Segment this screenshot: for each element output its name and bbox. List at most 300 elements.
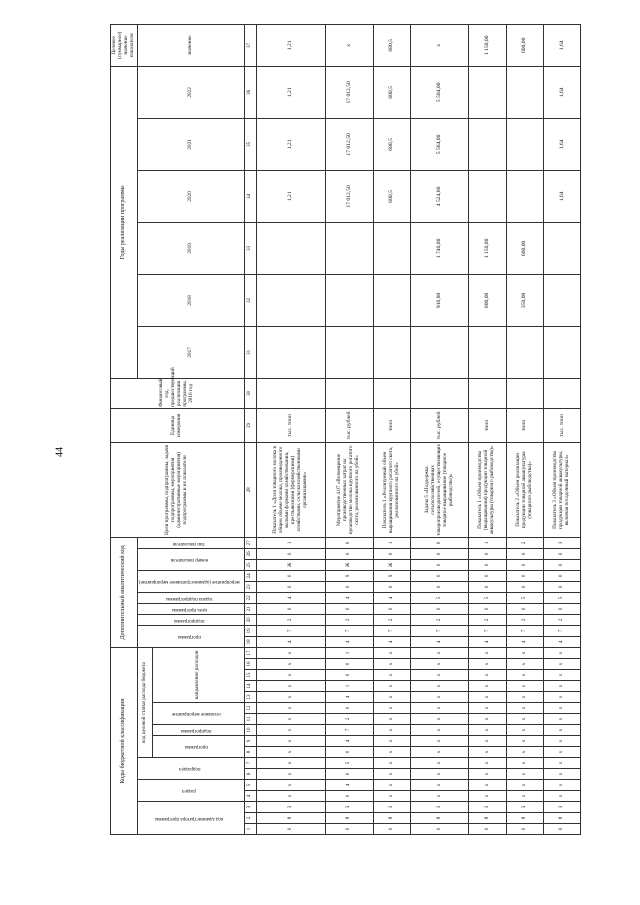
code-cell: х (256, 747, 325, 758)
code-cell: х (506, 681, 543, 692)
row-year-value (506, 118, 543, 170)
header-razdel: раздел (137, 780, 244, 802)
column-number: 23 (244, 581, 256, 592)
code-cell: 0 (506, 548, 543, 559)
row-unit: тонн (506, 408, 543, 442)
code-cell: х (373, 692, 410, 703)
code-cell: 4 (325, 780, 373, 791)
code-cell: 8 (506, 813, 543, 824)
row-target: 1,21 (256, 24, 325, 66)
row-year-value: 4 524,00 (410, 170, 469, 222)
row-base (506, 378, 543, 408)
code-cell: х (410, 780, 469, 791)
header-dop-cel: цель программы (137, 603, 244, 614)
code-cell: х (469, 681, 506, 692)
code-cell: х (256, 647, 325, 658)
header-unit: Единица измерения (111, 408, 245, 442)
code-cell: х (410, 714, 469, 725)
code-cell: 0 (256, 548, 325, 559)
row-year-value (256, 326, 325, 378)
row-year-value: 1,21 (256, 118, 325, 170)
column-number: 7 (244, 758, 256, 769)
code-cell: х (543, 725, 580, 736)
column-numbers-row (244, 24, 256, 834)
code-cell: 0 (325, 769, 373, 780)
code-cell: Ж (256, 559, 325, 570)
row-target: 1 150,00 (469, 24, 506, 66)
row-year-value: 1,64 (543, 170, 580, 222)
code-cell: 8 (325, 813, 373, 824)
row-year-value (373, 274, 410, 326)
row-year-value (373, 222, 410, 274)
code-cell: х (543, 681, 580, 692)
column-number: 35 (244, 118, 256, 170)
row-year-value: 800,00 (469, 274, 506, 326)
row-year-value (543, 326, 580, 378)
code-cell: х (373, 780, 410, 791)
row-year-value (543, 274, 580, 326)
code-cell: 2 (373, 614, 410, 625)
code-cell: 4 (469, 636, 506, 647)
code-cell: х (373, 725, 410, 736)
code-cell: 0 (506, 603, 543, 614)
row-year-value (506, 170, 543, 222)
column-number: 13 (244, 692, 256, 703)
code-cell: 2 (256, 614, 325, 625)
row-base (543, 378, 580, 408)
code-cell: х (373, 747, 410, 758)
code-cell: х (469, 703, 506, 714)
code-cell: 7 (469, 625, 506, 636)
code-cell: х (469, 714, 506, 725)
header-year-2021: 2021 (137, 118, 244, 170)
row-name: Показатель 1 «Объем производства (выращивания) продукции товарной аквакультуры (товарного рыбоводства)» (469, 442, 506, 537)
code-cell: х (410, 758, 469, 769)
code-cell: х (543, 780, 580, 791)
code-cell: х (469, 692, 506, 703)
code-cell: 0 (256, 570, 325, 581)
code-cell: 0 (410, 570, 469, 581)
code-cell: 0 (325, 747, 373, 758)
row-year-value: 680,5 (373, 170, 410, 222)
column-number: 9 (244, 736, 256, 747)
column-number: 10 (244, 725, 256, 736)
column-number: 6 (244, 769, 256, 780)
column-number: 12 (244, 703, 256, 714)
code-cell: х (469, 769, 506, 780)
column-number: 22 (244, 592, 256, 603)
code-cell: х (469, 736, 506, 747)
column-number: 18 (244, 636, 256, 647)
code-cell: 4 (256, 636, 325, 647)
program-indicators-table (110, 24, 581, 835)
code-cell: х (506, 659, 543, 670)
code-cell: 0 (373, 548, 410, 559)
code-cell: 0 (506, 570, 543, 581)
row-year-value: 350,00 (506, 274, 543, 326)
code-cell: 0 (410, 824, 469, 835)
code-cell: Ж (325, 559, 373, 570)
code-cell: 5 (469, 592, 506, 603)
code-cell: 0 (506, 824, 543, 835)
row-year-value: 1,64 (543, 118, 580, 170)
code-cell: 7 (543, 625, 580, 636)
code-cell: 5 (506, 592, 543, 603)
code-cell: х (373, 736, 410, 747)
code-cell: х (256, 703, 325, 714)
code-cell: х (373, 647, 410, 658)
code-cell: х (469, 758, 506, 769)
header-target: Целевое (суммарное) значение показателя (111, 24, 138, 66)
row-base (373, 378, 410, 408)
code-cell: 7 (325, 625, 373, 636)
column-number: 5 (244, 780, 256, 791)
row-name: Показатель 1 «Реализуемый объем выращивания крупного рогатого скота, реализованного на убой» (373, 442, 410, 537)
row-year-value (469, 170, 506, 222)
table-row (506, 24, 543, 834)
header-gr-admin: код администратора программы (137, 802, 244, 835)
code-cell: 5 (543, 592, 580, 603)
code-cell: 0 (325, 659, 373, 670)
code-cell: х (256, 725, 325, 736)
code-cell: х (373, 791, 410, 802)
code-cell: 2 (469, 614, 506, 625)
code-cell: 1 (373, 537, 410, 548)
header-dop-programma: программа (137, 625, 244, 647)
code-cell: х (256, 791, 325, 802)
row-base (325, 378, 373, 408)
code-cell: 4 (325, 636, 373, 647)
header-kcsr: код целевой статьи расхода бюджета (137, 647, 152, 757)
code-cell: х (543, 647, 580, 658)
column-number: 26 (244, 548, 256, 559)
code-cell: 0 (543, 581, 580, 592)
code-cell: 7 (410, 625, 469, 636)
table-row (373, 24, 410, 834)
column-number: 8 (244, 747, 256, 758)
code-cell: 0 (506, 559, 543, 570)
row-base (410, 378, 469, 408)
code-cell: 2 (325, 714, 373, 725)
code-cell: 3 (543, 802, 580, 813)
code-cell: 8 (373, 813, 410, 824)
column-number: 31 (244, 326, 256, 378)
row-year-value: 17 012,50 (325, 170, 373, 222)
code-cell: 0 (373, 603, 410, 614)
row-year-value: 680,5 (373, 118, 410, 170)
code-cell: х (373, 670, 410, 681)
row-year-value (373, 326, 410, 378)
code-cell: 0 (543, 548, 580, 559)
column-number: 33 (244, 222, 256, 274)
row-year-value (325, 326, 373, 378)
code-cell: 5 (325, 758, 373, 769)
code-cell: 0 (256, 603, 325, 614)
code-cell: х (543, 703, 580, 714)
code-cell: х (410, 647, 469, 658)
code-cell: х (543, 714, 580, 725)
header-base-year: Финансовый год, предшествующий реализации программы, 2016 год (111, 378, 245, 408)
code-cell: 0 (469, 824, 506, 835)
code-cell: 5 (410, 592, 469, 603)
column-number: 30 (244, 378, 256, 408)
code-cell: 0 (325, 548, 373, 559)
row-year-value: 600,00 (506, 222, 543, 274)
code-cell: х (256, 714, 325, 725)
code-cell: 0 (469, 570, 506, 581)
code-cell: 0 (469, 559, 506, 570)
code-cell: 1 (256, 537, 325, 548)
code-cell: 1 (469, 537, 506, 548)
header-dop-meropr: мероприятие (административное мероприятие) (137, 570, 244, 592)
code-cell: х (506, 736, 543, 747)
header-kcsr-napravlenie: направление расходов (152, 647, 244, 702)
code-cell: х (506, 758, 543, 769)
table-row (543, 24, 580, 834)
row-year-value: 17 012,50 (325, 118, 373, 170)
column-number: 21 (244, 603, 256, 614)
code-cell: х (506, 703, 543, 714)
column-number: 25 (244, 559, 256, 570)
column-number: 29 (244, 408, 256, 442)
code-cell: х (256, 659, 325, 670)
code-cell: 0 (325, 824, 373, 835)
code-cell: 3 (373, 802, 410, 813)
row-unit: тонн (469, 408, 506, 442)
row-year-value: 5 564,00 (410, 118, 469, 170)
code-cell: х (506, 692, 543, 703)
column-number: 34 (244, 170, 256, 222)
column-number: 28 (244, 442, 256, 537)
code-cell: 0 (325, 581, 373, 592)
header-kcsr-osn-meropr: основное мероприятие (152, 703, 244, 725)
header-dop-pokazatel: номер показателя (137, 548, 244, 570)
row-year-value (325, 274, 373, 326)
header-kcsr-programma: программа (152, 736, 244, 758)
code-cell: 7 (256, 625, 325, 636)
code-cell: х (469, 670, 506, 681)
header-year-2022: 2022 (137, 66, 244, 118)
column-number: 3 (244, 802, 256, 813)
code-cell: 0 (410, 537, 469, 548)
code-cell: 4 (410, 636, 469, 647)
header-group-years: Годы реализации программы (111, 66, 138, 378)
column-number: 24 (244, 570, 256, 581)
code-cell: Ж (373, 559, 410, 570)
code-cell: х (256, 769, 325, 780)
header-year-2020: 2020 (137, 170, 244, 222)
row-year-value (506, 66, 543, 118)
code-cell: 0 (325, 791, 373, 802)
code-cell: х (373, 659, 410, 670)
row-name: Мероприятие 4.07 «Возмещение производственных затрат на производство молока крупного рогатого скота, реализованного на убой» (325, 442, 373, 537)
code-cell: 3 (506, 802, 543, 813)
row-year-value: 5 584,00 (410, 66, 469, 118)
row-target: 600,00 (506, 24, 543, 66)
header-group-additional: Дополнительный аналитический код (111, 537, 138, 647)
column-number: 11 (244, 714, 256, 725)
row-year-value: 1 150,00 (469, 222, 506, 274)
code-cell: 4 (325, 592, 373, 603)
code-cell: 0 (469, 548, 506, 559)
table-row (469, 24, 506, 834)
code-cell: 3 (410, 802, 469, 813)
row-year-value (469, 66, 506, 118)
code-cell: 0 (373, 581, 410, 592)
code-cell: 0 (410, 603, 469, 614)
header-podrazdel: подраздел (137, 758, 244, 780)
column-number: 4 (244, 791, 256, 802)
table-row (256, 24, 325, 834)
code-cell: 0 (469, 581, 506, 592)
code-cell: 4 (373, 592, 410, 603)
code-cell: х (256, 736, 325, 747)
code-cell: 8 (410, 813, 469, 824)
code-cell: 3 (543, 537, 580, 548)
code-cell: 0 (543, 570, 580, 581)
code-cell: х (256, 758, 325, 769)
header-year-2018: 2018 (137, 274, 244, 326)
row-year-value (256, 222, 325, 274)
header-dop-podprogramma: подпрограмма (137, 614, 244, 625)
row-unit: тыс. тонн (256, 408, 325, 442)
code-cell: х (410, 769, 469, 780)
code-cell: 9 (325, 570, 373, 581)
column-number: 15 (244, 670, 256, 681)
column-number: 32 (244, 274, 256, 326)
code-cell: 4 (543, 636, 580, 647)
header-year-2019: 2019 (137, 222, 244, 274)
code-cell: 0 (543, 559, 580, 570)
code-cell: 0 (373, 824, 410, 835)
page-number: 44 (54, 447, 66, 457)
row-year-value (325, 222, 373, 274)
code-cell: х (506, 780, 543, 791)
code-cell: 0 (325, 537, 373, 548)
table-row (325, 24, 373, 834)
row-target: 680,5 (373, 24, 410, 66)
code-cell: х (469, 791, 506, 802)
header-kcsr-podprogramma: подпрограмма (152, 725, 244, 736)
code-cell: 2 (506, 614, 543, 625)
code-cell: х (256, 670, 325, 681)
code-cell: х (410, 725, 469, 736)
code-cell: 8 (469, 813, 506, 824)
row-year-value (506, 326, 543, 378)
code-cell: х (543, 747, 580, 758)
row-unit: тыс. тонн (543, 408, 580, 442)
code-cell: х (256, 692, 325, 703)
row-year-value (410, 326, 469, 378)
row-name: Показатель 3 «Объем производства продукции товарной аквакультуры, включая посадочный материал» (543, 442, 580, 537)
row-year-value (469, 326, 506, 378)
code-cell: х (506, 647, 543, 658)
code-cell: 7 (325, 725, 373, 736)
column-number: 37 (244, 24, 256, 66)
row-year-value: 1,21 (256, 170, 325, 222)
row-year-value: 17 012,50 (325, 66, 373, 118)
code-cell: х (410, 681, 469, 692)
code-cell: 3 (469, 802, 506, 813)
column-number: 17 (244, 647, 256, 658)
code-cell: х (373, 703, 410, 714)
code-cell: х (410, 670, 469, 681)
code-cell: 7 (373, 625, 410, 636)
row-year-value: 680,5 (373, 66, 410, 118)
code-cell: 0 (256, 581, 325, 592)
code-cell: х (469, 747, 506, 758)
code-cell: х (373, 769, 410, 780)
row-name: Задача 5 «Поддержка сельскохозяйственных товаропроизводителей, осуществляющих товарное выращивание (товарное рыбоводство)» (410, 442, 469, 537)
code-cell: 0 (325, 603, 373, 614)
row-name: Показатель 1 «Доля товарного молока в общем объеме молока, произведенного малыми формами хозяйствования, крестьянскими (фермерскими) хозяйствами, сельскохозяйственными организациями» (256, 442, 325, 537)
code-cell: х (543, 692, 580, 703)
code-cell: х (256, 780, 325, 791)
code-cell: 2 (543, 614, 580, 625)
code-cell: 4 (325, 736, 373, 747)
header-dop-zadacha: задача подпрограммы (137, 592, 244, 603)
code-cell: х (410, 747, 469, 758)
column-number: 2 (244, 813, 256, 824)
code-cell: х (506, 747, 543, 758)
code-cell: х (506, 791, 543, 802)
header-target-value: значение (137, 24, 244, 66)
column-number: 16 (244, 659, 256, 670)
column-number: 19 (244, 625, 256, 636)
row-unit: тонн (373, 408, 410, 442)
code-cell: 3 (256, 802, 325, 813)
table-rotation-wrapper (110, 31, 570, 835)
row-year-value: 1 740,00 (410, 222, 469, 274)
row-target: х (325, 24, 373, 66)
code-cell: 0 (543, 824, 580, 835)
code-cell: х (469, 659, 506, 670)
code-cell: х (506, 714, 543, 725)
code-cell: 3 (325, 802, 373, 813)
row-year-value: 916,80 (410, 274, 469, 326)
code-cell: х (373, 758, 410, 769)
code-cell: 4 (256, 592, 325, 603)
code-cell: 2 (410, 614, 469, 625)
row-name: Показатель 2 «Объем реализации продукции товарной аквакультуры (товарного рыбоводства)» (506, 442, 543, 537)
rotated-sheet (110, 31, 570, 835)
code-cell: х (256, 681, 325, 692)
row-year-value (543, 222, 580, 274)
row-base (469, 378, 506, 408)
code-cell: 0 (325, 670, 373, 681)
code-cell: 4 (373, 636, 410, 647)
row-unit: тыс. рублей (410, 408, 469, 442)
code-cell: 0 (543, 603, 580, 614)
code-cell: х (543, 736, 580, 747)
code-cell: 9 (373, 570, 410, 581)
code-cell: х (506, 769, 543, 780)
column-number: 14 (244, 681, 256, 692)
code-cell: х (506, 725, 543, 736)
header-year-2017: 2017 (137, 326, 244, 378)
row-year-value: 1,64 (543, 66, 580, 118)
code-cell: х (506, 670, 543, 681)
code-cell: х (373, 714, 410, 725)
code-cell: х (543, 758, 580, 769)
row-year-value: 1,21 (256, 66, 325, 118)
code-cell: 7 (506, 625, 543, 636)
header-dop-tip: тип показателя (137, 537, 244, 548)
code-cell: 0 (469, 603, 506, 614)
column-number: 36 (244, 66, 256, 118)
code-cell: х (543, 670, 580, 681)
table-row (410, 24, 469, 834)
